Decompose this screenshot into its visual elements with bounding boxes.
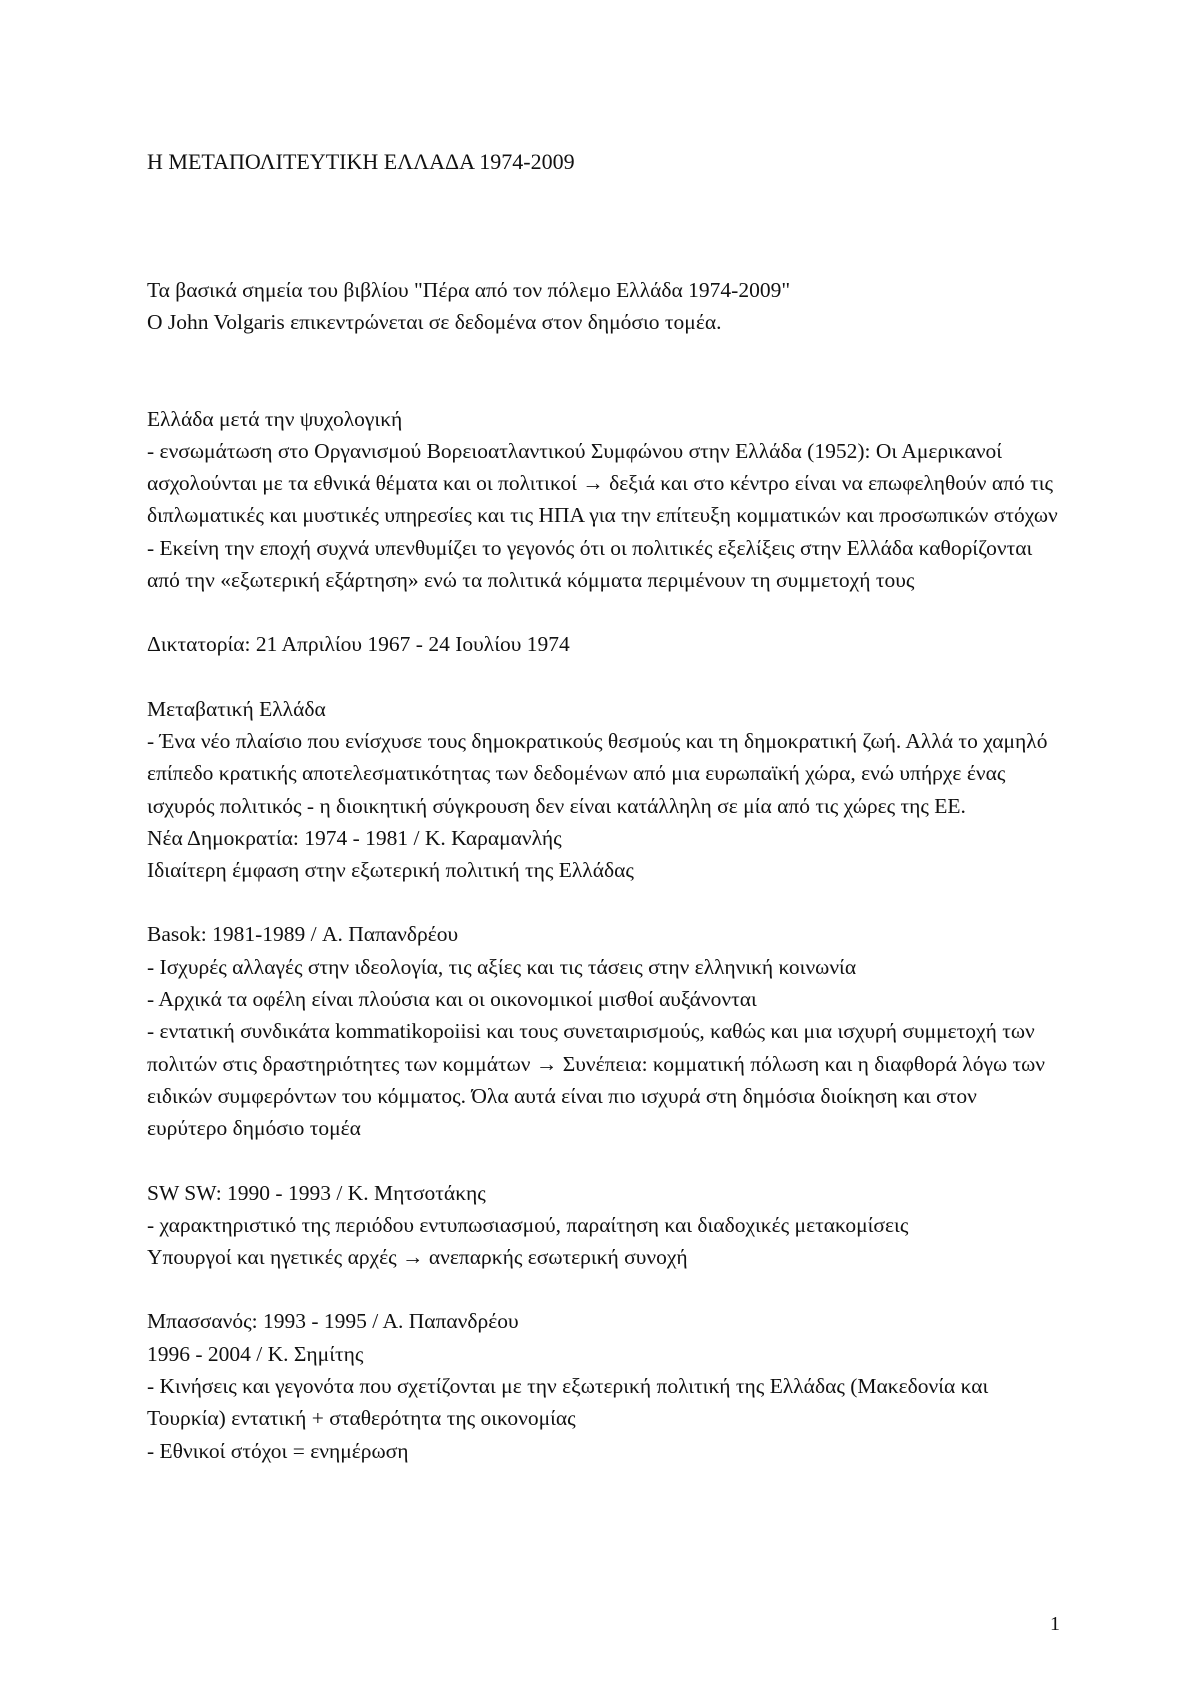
paragraph: - Αρχικά τα οφέλη είναι πλούσια και οι οικονομικοί μισθοί αυξάνονται <box>147 987 757 1012</box>
paragraph: - χαρακτηριστικό της περιόδου εντυπωσιασμού, παραίτηση και διαδοχικές μετακομίσεις <box>147 1212 909 1237</box>
spacer <box>147 596 1062 628</box>
paragraph: Υπουργοί και ηγετικές αρχές → ανεπαρκής εσωτερική συνοχή <box>147 1245 688 1270</box>
section-heading: Basok: 1981-1989 / Α. Παπανδρέου <box>147 922 459 947</box>
spacer <box>147 1273 1062 1305</box>
spacer <box>147 1145 1062 1177</box>
intro-line: Τα βασικά σημεία του βιβλίου "Πέρα από τον πόλεμο Ελλάδα 1974-2009" <box>147 278 791 302</box>
paragraph: Ιδιαίτερη έμφαση στην εξωτερική πολιτική της Ελλάδας <box>147 858 634 883</box>
paragraph: - Κινήσεις και γεγονότα που σχετίζονται με την εξωτερική πολιτική της Ελλάδας (Μακεδονία και Τουρκία) εντατική + σταθερότητα της οικονομίας <box>147 1374 989 1431</box>
section-heading: Μπασσανός: 1993 - 1995 / Α. Παπανδρέου <box>147 1309 519 1334</box>
section-heading: Ελλάδα μετά την ψυχολογική <box>147 406 403 431</box>
section-heading: Μεταβατική Ελλάδα <box>147 696 326 721</box>
paragraph: 1996 - 2004 / Κ. Σημίτης <box>147 1341 364 1366</box>
intro-line: Ο John Volgaris επικεντρώνεται σε δεδομένα στον δημόσιο τομέα. <box>147 310 722 335</box>
paragraph: - ενσωμάτωση στο Οργανισμού Βορειοατλαντικού Συμφώνου στην Ελλάδα (1952): Οι Αμερικανοί ασχολούνται με τα εθνικά θέματα και οι πολιτικοί → δεξιά και στο κέντρο είναι να επωφεληθούν από τις διπλωματικές και μυστικές υπηρεσίες και τις ΗΠΑ για την επίτευξη κομματικών και προσωπικών στόχων <box>147 438 1058 528</box>
spacer <box>147 661 1062 693</box>
paragraph: - εντατική συνδικάτα kommatikopoiisi και τους συνεταιρισμούς, καθώς και μια ισχυρή συμμετοχή των πολιτών στις δραστηριότητες των κομμάτων → Συνέπεια: κομματική πόλωση και η διαφθορά λόγω των ειδικών συμφερόντων του κόμματος. Όλα αυτά είναι πιο ισχυρά στη δημόσια διοίκηση και στον ευρύτερο δημόσιο τομέα <box>147 1019 1046 1141</box>
dictatorship-line: Δικτατορία: 21 Απριλίου 1967 - 24 Ιουλίου 1974 <box>147 632 570 657</box>
page-number: 1 <box>1050 1613 1060 1635</box>
document-title: Η ΜΕΤΑΠΟΛΙΤΕΥΤΙΚΗ ΕΛΛΑΔΑ 1974-2009 <box>147 149 575 174</box>
paragraph: - Εκείνη την εποχή συχνά υπενθυμίζει το γεγονός ότι οι πολιτικές εξελίξεις στην Ελλάδα καθορίζονται από την «εξωτερική εξάρτηση» ενώ τα πολιτικά κόμματα περιμένουν τη συμμετοχή τους <box>147 535 1033 593</box>
document-body <box>147 274 1062 1467</box>
paragraph: - Ένα νέο πλαίσιο που ενίσχυσε τους δημοκρατικούς θεσμούς και τη δημοκρατική ζωή. Αλλά το χαμηλό επίπεδο κρατικής αποτελεσματικότητας των δεδομένων από μια ευρωπαϊκή χώρα, ενώ υπήρχε ένας ισχυρός πολιτικός - η διοικητική σύγκρουση δεν είναι κατάλληλη σε μία από τις χώρες της ΕΕ. <box>147 728 1048 818</box>
paragraph: Νέα Δημοκρατία: 1974 - 1981 / Κ. Καραμανλής <box>147 825 562 850</box>
spacer <box>147 886 1062 918</box>
paragraph: - Εθνικοί στόχοι = ενημέρωση <box>147 1438 409 1463</box>
paragraph: - Ισχυρές αλλαγές στην ιδεολογία, τις αξίες και τις τάσεις στην ελληνική κοινωνία <box>147 954 857 979</box>
section-heading: SW SW: 1990 - 1993 / Κ. Μητσοτάκης <box>147 1180 486 1205</box>
spacer <box>147 339 1062 403</box>
